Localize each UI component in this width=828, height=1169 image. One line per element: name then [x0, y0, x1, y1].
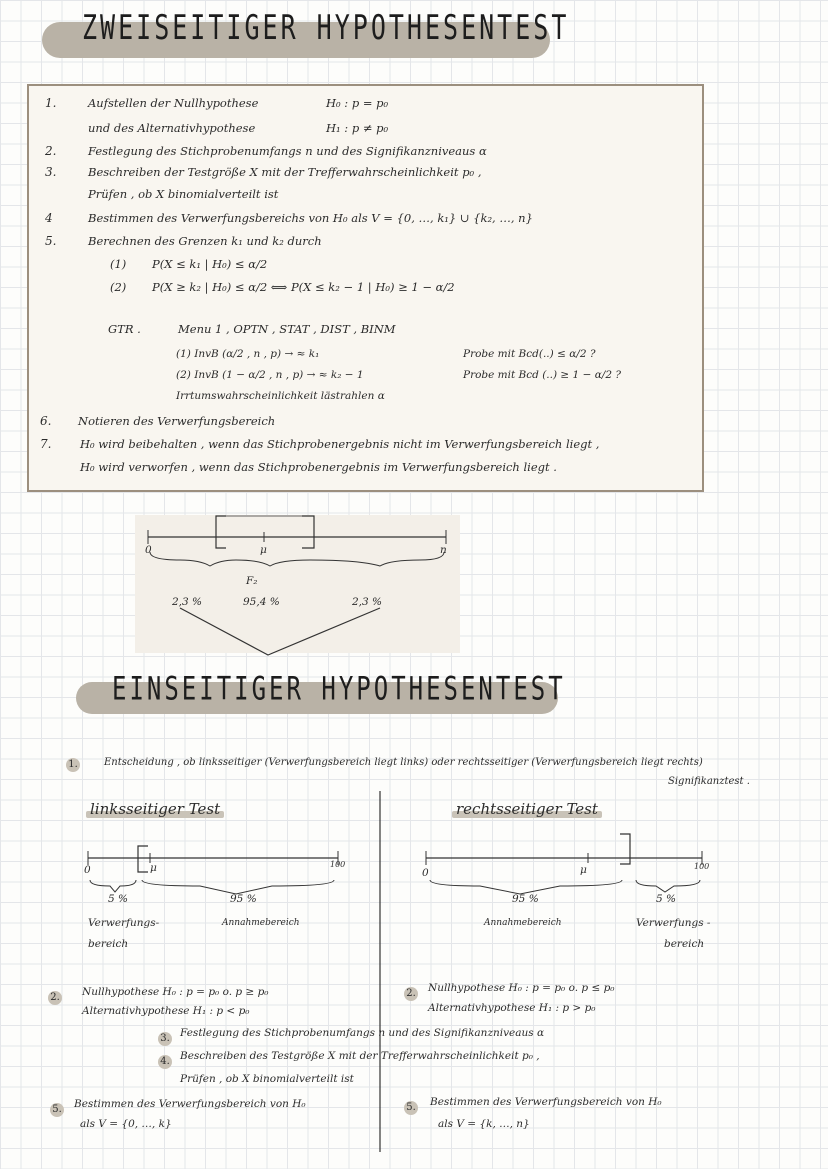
- step-1-circle: 1.: [66, 758, 80, 772]
- step-3-text: Beschreiben der Testgröße X mit der Trefferwahrscheinlichkeit p₀ ,: [88, 165, 482, 179]
- right-percent-2: 5 %: [656, 893, 676, 905]
- left-step-5a: Bestimmen des Verwerfungsbereich von H₀: [74, 1098, 306, 1110]
- right-mu-label: μ: [580, 864, 587, 876]
- step-number-4: 4: [45, 211, 53, 225]
- condition-2-label: (2): [110, 280, 127, 294]
- gtr-step-1: (1) InvB (α/2 , n , p) → ≈ k₁: [176, 348, 320, 360]
- left-label-reject-2: bereich: [88, 938, 129, 950]
- gtr-label: GTR .: [108, 322, 141, 336]
- right-label-accept: Annahmebereich: [484, 918, 562, 928]
- left-step-2-number: [48, 985, 68, 1005]
- right-label-reject-1: Verwerfungs -: [636, 917, 711, 929]
- left-percent-1: 5 %: [108, 893, 128, 905]
- diagram-right-percent: 2,3 %: [352, 596, 383, 608]
- gtr-note: Irrtumswahrscheinlichkeit lästrahlen α: [176, 390, 385, 402]
- step-1b-formula: H₁ : p ≠ p₀: [326, 121, 389, 135]
- left-100-label: 100: [330, 860, 346, 869]
- right-zero-label: 0: [422, 867, 429, 879]
- one-sided-step-1-text: Entscheidung , ob linksseitiger (Verwerfungsbereich liegt links) oder rechtsseitiger (Verwerfungsbereich liegt rechts): [104, 757, 703, 768]
- diagram-n-label: n: [440, 544, 447, 556]
- right-step-5b: als V = {k, …, n}: [438, 1118, 530, 1130]
- step-4-text: Bestimmen des Verwerfungsbereichs von H₀ als V = {0, …, k₁} ∪ {k₂, …, n}: [88, 211, 533, 225]
- gtr-probe-2: Probe mit Bcd (..) ≥ 1 − α/2 ?: [463, 369, 621, 381]
- diagram-zero-label: 0: [145, 544, 152, 556]
- step-1-formula: H₀ : p = p₀: [326, 96, 389, 110]
- right-step-2b: Alternativhypothese H₁ : p > p₀: [428, 1002, 596, 1014]
- condition-1-formula: P(X ≤ k₁ | H₀) ≤ α/2: [152, 257, 268, 271]
- diagram-mid-percent: 95,4 %: [243, 596, 280, 608]
- left-percent-2: 95 %: [230, 893, 257, 905]
- left-step-5-number: [50, 1097, 70, 1117]
- left-step-2b: Alternativhypothese H₁ : p < p₀: [82, 1005, 250, 1017]
- left-label-reject-1: Verwerfungs-: [88, 917, 160, 929]
- diagram-left-percent: 2,3 %: [172, 596, 203, 608]
- step-number-6: 6.: [40, 414, 52, 428]
- gtr-menu: Menu 1 , OPTN , STAT , DIST , BINM: [178, 322, 396, 336]
- right-step-5-number: [404, 1095, 424, 1115]
- step-6-text: Notieren des Verwerfungsbereich: [78, 414, 276, 428]
- condition-2-formula: P(X ≥ k₂ | H₀) ≤ α/2 ⟺ P(X ≤ k₂ − 1 | H₀) ≥ 1 − α/2: [152, 280, 455, 294]
- one-sided-step-1-number: [66, 756, 86, 772]
- right-sided-title: rechtsseitiger Test: [456, 800, 598, 818]
- left-step-5-circle: 5.: [50, 1103, 64, 1117]
- right-step-2-circle: 2.: [404, 987, 418, 1001]
- step-7b-text: H₀ wird verworfen , wenn das Stichprobenergebnis im Verwerfungsbereich liegt .: [80, 460, 557, 474]
- condition-1-label: (1): [110, 257, 127, 271]
- one-sided-step-1b-text: Signifikanztest .: [668, 776, 750, 787]
- step-3-number: [158, 1026, 178, 1046]
- right-step-2a: Nullhypothese H₀ : p = p₀ o. p ≤ p₀: [428, 982, 615, 994]
- step-7a-text: H₀ wird beibehalten , wenn das Stichprobenergebnis nicht im Verwerfungsbereich liegt ,: [80, 437, 600, 451]
- left-zero-label: 0: [84, 864, 91, 876]
- step-number-1: 1.: [45, 96, 57, 110]
- gtr-probe-1: Probe mit Bcd(..) ≤ α/2 ?: [463, 348, 596, 360]
- one-sided-step-4b: Prüfen , ob X binomialverteilt ist: [180, 1073, 354, 1085]
- step-number-7: 7.: [40, 437, 52, 451]
- step-1b-text: und des Alternativhypothese: [88, 121, 256, 135]
- one-sided-step-4: Beschreiben des Testgröße X mit der Trefferwahrscheinlichkeit p₀ ,: [180, 1050, 540, 1062]
- left-step-2-circle: 2.: [48, 991, 62, 1005]
- left-step-5b: als V = {0, …, k}: [80, 1118, 172, 1130]
- right-100-label: 100: [694, 862, 710, 871]
- step-5-text: Berechnen des Grenzen k₁ und k₂ durch: [88, 234, 322, 248]
- right-label-reject-2: bereich: [664, 938, 705, 950]
- gtr-step-2: (2) InvB (1 − α/2 , n , p) → ≈ k₂ − 1: [176, 369, 364, 381]
- step-number-2: 2.: [45, 144, 57, 158]
- one-sided-step-3: Festlegung des Stichprobenumfangs n und des Signifikanzniveaus α: [180, 1027, 545, 1039]
- page-title-one-sided: EINSEITIGER HYPOTHESENTEST: [112, 670, 566, 708]
- step-3b-text: Prüfen , ob X binomialverteilt ist: [88, 187, 279, 201]
- right-step-2-number: [404, 981, 424, 1001]
- right-percent-1: 95 %: [512, 893, 539, 905]
- left-step-2a: Nullhypothese H₀ : p = p₀ o. p ≥ p₀: [82, 986, 269, 998]
- left-mu-label: μ: [150, 862, 157, 874]
- left-label-accept: Annahmebereich: [222, 918, 300, 928]
- right-step-5-circle: 5.: [404, 1101, 418, 1115]
- step-number-5: 5.: [45, 234, 57, 248]
- diagram-fz-label: F₂: [246, 575, 258, 587]
- left-sided-title: linksseitiger Test: [90, 800, 221, 818]
- page-title-two-sided: ZWEISEITIGER HYPOTHESENTEST: [82, 8, 570, 48]
- step-4-circle: 4.: [158, 1055, 172, 1069]
- diagram-mu-label: μ: [260, 544, 267, 556]
- step-1-text: Aufstellen der Nullhypothese: [88, 96, 259, 110]
- step-4-number: [158, 1049, 178, 1069]
- step-2-text: Festlegung des Stichprobenumfangs n und des Signifikanzniveaus α: [88, 144, 487, 158]
- step-3-circle: 3.: [158, 1032, 172, 1046]
- right-step-5a: Bestimmen des Verwerfungsbereich von H₀: [430, 1096, 662, 1108]
- step-number-3: 3.: [45, 165, 57, 179]
